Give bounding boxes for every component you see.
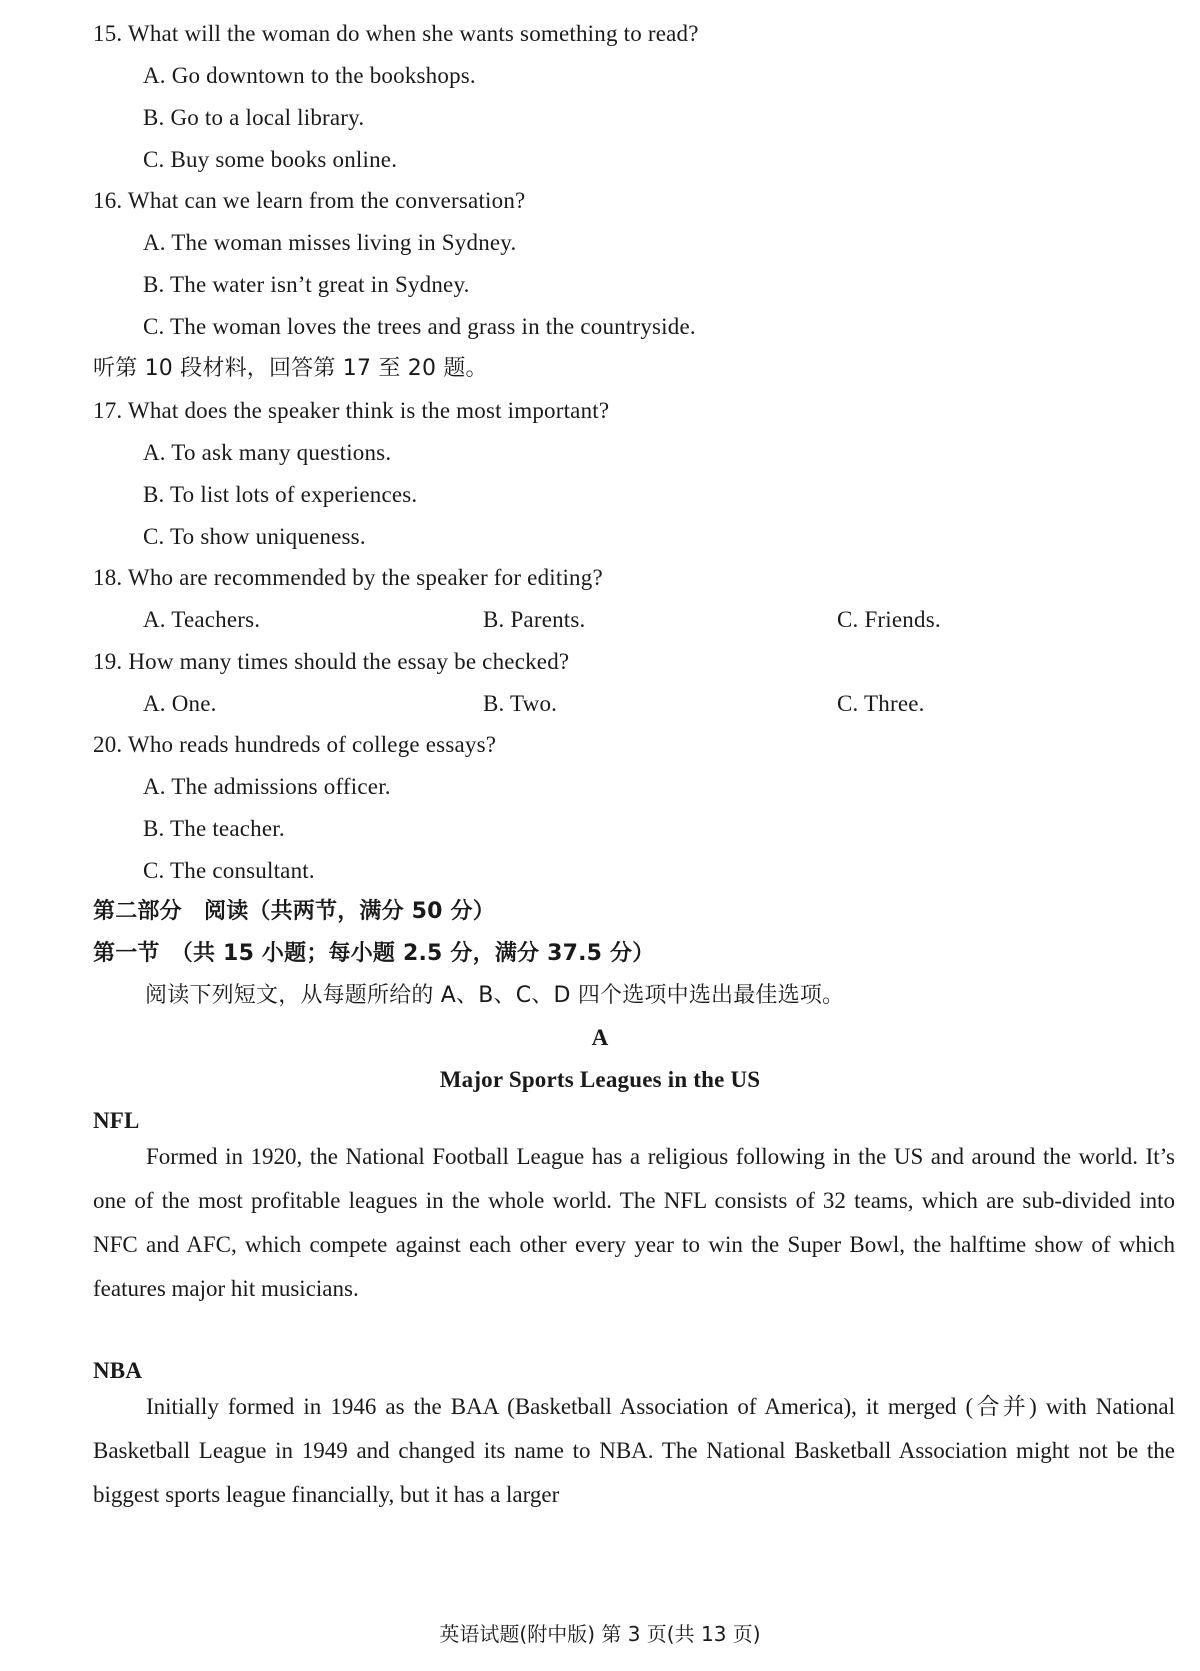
question-19-stem bbox=[93, 648, 569, 676]
question-number: 17. bbox=[93, 398, 123, 423]
question-15-option-a: A. Go downtown to the bookshops. bbox=[143, 63, 476, 88]
question-18-stem bbox=[93, 564, 603, 592]
question-number: 18. bbox=[93, 565, 123, 590]
question-15-option-c: C. Buy some books online. bbox=[143, 147, 398, 172]
paragraph-nba: Initially formed in 1946 as the BAA (Basketball Association of America), it merged (合并) with National Basketball League in 1949 and changed its name to NBA. The National Basketball Association might not be the biggest sports league financially, but it has a larger bbox=[93, 1394, 1175, 1507]
question-16-stem bbox=[93, 187, 525, 215]
part-two-heading: 第二部分 阅读（共两节，满分 50 分） bbox=[93, 899, 495, 924]
question-17-option-b: B. To list lots of experiences. bbox=[143, 482, 418, 507]
reading-instruction: 阅读下列短文，从每题所给的 A、B、C、D 四个选项中选出最佳选项。 bbox=[145, 983, 845, 1008]
question-19-option-c: C. Three. bbox=[837, 691, 925, 716]
question-20-option-c: C. The consultant. bbox=[143, 858, 315, 883]
question-19-option-a: A. One. bbox=[143, 691, 217, 716]
question-18-option-a: A. Teachers. bbox=[143, 607, 261, 632]
question-16-option-a: A. The woman misses living in Sydney. bbox=[143, 230, 517, 255]
question-17-option-a: A. To ask many questions. bbox=[143, 440, 392, 465]
question-number: 15. bbox=[93, 21, 123, 46]
question-text: What can we learn from the conversation? bbox=[127, 188, 526, 213]
section-heading-nba: NBA bbox=[93, 1358, 143, 1383]
question-number: 16. bbox=[93, 188, 123, 213]
question-text: Who are recommended by the speaker for editing? bbox=[127, 565, 603, 590]
question-19-option-b: B. Two. bbox=[483, 691, 558, 716]
question-17-option-c: C. To show uniqueness. bbox=[143, 524, 366, 549]
question-17-stem bbox=[93, 397, 609, 425]
question-18-option-c: C. Friends. bbox=[837, 607, 941, 632]
page-footer: 英语试题(附中版) 第 3 页(共 13 页) bbox=[439, 1622, 761, 1646]
passage-title: Major Sports Leagues in the US bbox=[439, 1067, 761, 1092]
section-heading-nfl: NFL bbox=[93, 1108, 140, 1133]
question-text: How many times should the essay be checked? bbox=[128, 649, 570, 674]
question-number: 19. bbox=[93, 649, 123, 674]
question-16-option-c: C. The woman loves the trees and grass in the countryside. bbox=[143, 314, 696, 339]
question-text: What does the speaker think is the most important? bbox=[127, 398, 610, 423]
question-text: What will the woman do when she wants something to read? bbox=[127, 21, 699, 46]
paragraph-nfl: Formed in 1920, the National Football League has a religious following in the US and around the world. It’s one of the most profitable leagues in the whole world. The NFL consists of 32 teams, which are sub-divided into NFC and AFC, which compete against each other every year to win the Super Bowl, the halftime show of which features major hit musicians. bbox=[93, 1144, 1175, 1301]
question-15-stem bbox=[93, 20, 699, 48]
question-20-option-b: B. The teacher. bbox=[143, 816, 285, 841]
question-15-option-b: B. Go to a local library. bbox=[143, 105, 365, 130]
question-number: 20. bbox=[93, 732, 123, 757]
passage-letter: A bbox=[591, 1025, 609, 1050]
material-10-instruction: 听第 10 段材料，回答第 17 至 20 题。 bbox=[93, 356, 488, 381]
question-text: Who reads hundreds of college essays? bbox=[127, 732, 497, 757]
section-one-heading: 第一节 （共 15 小题；每小题 2.5 分，满分 37.5 分） bbox=[93, 941, 655, 966]
question-16-option-b: B. The water isn’t great in Sydney. bbox=[143, 272, 470, 297]
question-18-option-b: B. Parents. bbox=[483, 607, 586, 632]
question-20-stem bbox=[93, 731, 496, 759]
question-20-option-a: A. The admissions officer. bbox=[143, 774, 391, 799]
